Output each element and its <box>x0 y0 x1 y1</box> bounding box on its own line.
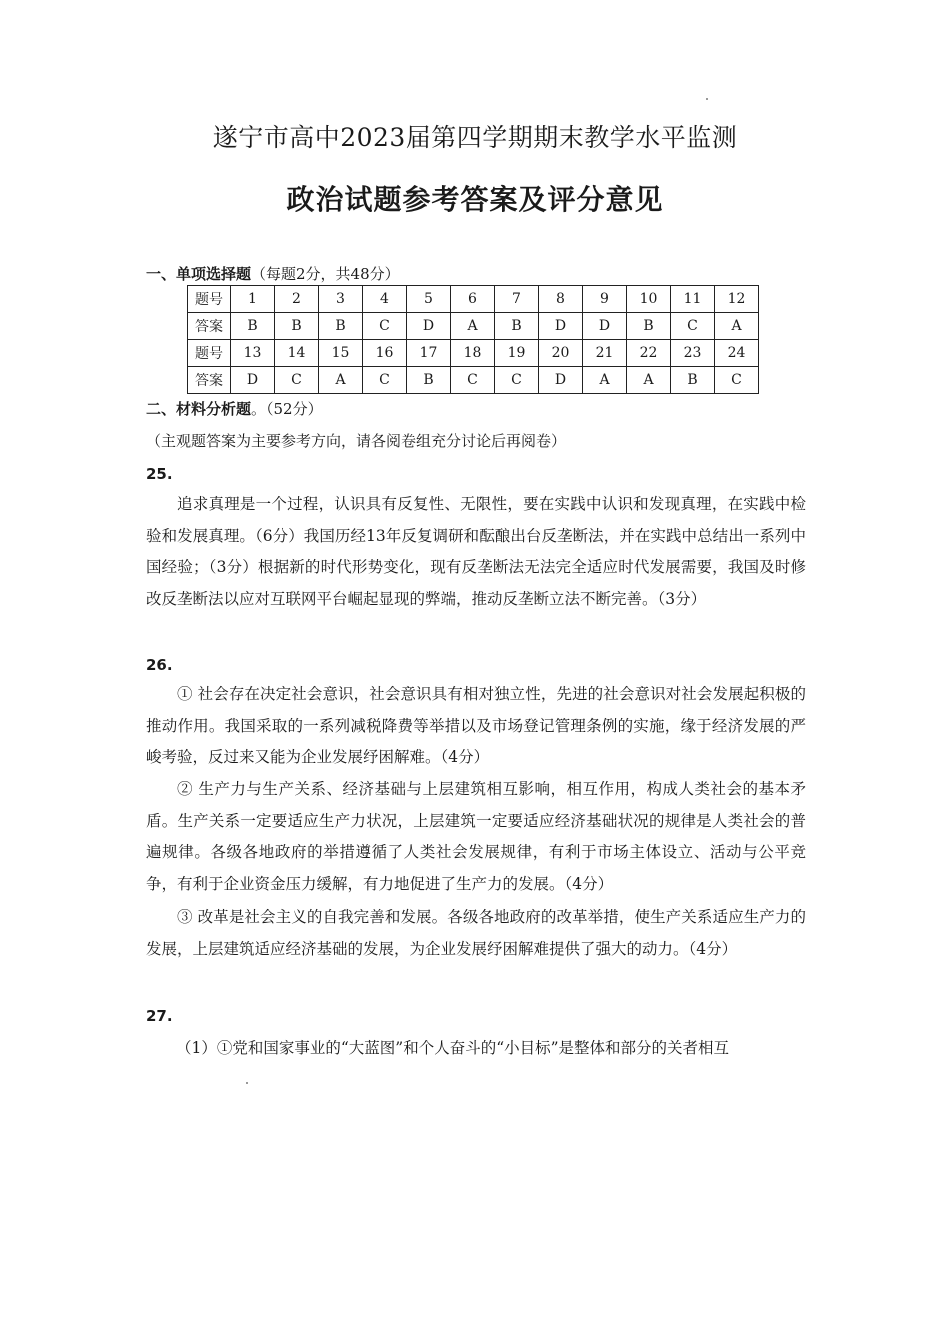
scan-speck <box>246 1082 248 1084</box>
table-cell: 1 <box>231 286 275 313</box>
table-cell: C <box>715 367 759 394</box>
question-25-number: 25. <box>146 465 173 483</box>
table-cell: B <box>627 313 671 340</box>
table-cell: 22 <box>627 340 671 367</box>
table-cell: C <box>275 367 319 394</box>
table-cell: 16 <box>363 340 407 367</box>
table-cell: D <box>231 367 275 394</box>
table-cell: C <box>363 313 407 340</box>
grading-instruction: （主观题答案为主要参考方向，请各阅卷组充分讨论后再阅卷） <box>146 432 567 450</box>
table-cell: B <box>319 313 363 340</box>
question-27-part-1: （1）①党和国家事业的“大蓝图”和个人奋斗的“小目标”是整体和部分的关者相互 <box>176 1039 730 1057</box>
question-27-number: 27. <box>146 1007 173 1025</box>
table-cell: B <box>275 313 319 340</box>
table-cell: 19 <box>495 340 539 367</box>
question-26-point-1: ① 社会存在决定社会意识，社会意识具有相对独立性，先进的社会意识对社会发展起积极的推动作用。我国采取的一系列减税降费等举措以及市场登记管理条例的实施，缘于经济发展的严峻考验，反过来又能为企业发展纾困解难。（4分） <box>146 685 806 766</box>
table-cell: B <box>407 367 451 394</box>
section-2-heading <box>146 398 323 419</box>
table-cell: 8 <box>539 286 583 313</box>
question-26-point-3 <box>146 902 806 965</box>
row-label: 答案 <box>188 313 231 340</box>
table-cell: A <box>715 313 759 340</box>
table-cell: B <box>231 313 275 340</box>
table-cell: 2 <box>275 286 319 313</box>
table-cell: A <box>319 367 363 394</box>
table-cell: D <box>539 367 583 394</box>
table-cell: D <box>539 313 583 340</box>
section-1-heading <box>146 263 400 284</box>
table-cell: C <box>451 367 495 394</box>
question-25-answer: 追求真理是一个过程，认识具有反复性、无限性，要在实践中认识和发现真理，在实践中检验和发展真理。（6分）我国历经13年反复调研和酝酿出台反垄断法，并在实践中总结出一系列中国经验；（3分）根据新的时代形势变化，现有反垄断法无法完全适应时代发展需要，我国及时修改反垄断法以应对互联网平台崛起显现的弊端，推动反垄断立法不断完善。（3分） <box>146 495 806 608</box>
table-cell: 15 <box>319 340 363 367</box>
page-subtitle: 政治试题参考答案及评分意见 <box>286 183 664 216</box>
question-26-point-3-text: ③ 改革是社会主义的自我完善和发展。各级各地政府的改革举措，使生产关系适应生产力的发展，上层建筑适应经济基础的发展，为企业发展纾困解难提供了强大的动力。 <box>146 908 806 958</box>
answer-table <box>187 285 759 394</box>
section-2-note: 。（52分） <box>251 400 323 418</box>
row-label: 题号 <box>188 340 231 367</box>
question-26-point-3-score: （4分） <box>688 939 738 958</box>
table-cell: 21 <box>583 340 627 367</box>
table-cell: 20 <box>539 340 583 367</box>
table-cell: 13 <box>231 340 275 367</box>
table-cell: 5 <box>407 286 451 313</box>
table-cell: 17 <box>407 340 451 367</box>
table-cell: C <box>363 367 407 394</box>
scan-speck <box>706 98 708 100</box>
table-cell: A <box>451 313 495 340</box>
table-cell: 24 <box>715 340 759 367</box>
table-cell: D <box>583 313 627 340</box>
row-label: 题号 <box>188 286 231 313</box>
table-cell: B <box>495 313 539 340</box>
table-cell: B <box>671 367 715 394</box>
table-cell: 14 <box>275 340 319 367</box>
table-cell: 10 <box>627 286 671 313</box>
table-cell: 23 <box>671 340 715 367</box>
table-cell: 4 <box>363 286 407 313</box>
question-26-number: 26. <box>146 656 173 674</box>
section-1-note: （每题2分，共48分） <box>251 265 400 283</box>
section-2-title: 二、材料分析题 <box>146 400 252 418</box>
table-cell: 3 <box>319 286 363 313</box>
table-row-numbers-2 <box>188 340 759 367</box>
table-cell: A <box>583 367 627 394</box>
table-row-numbers-1 <box>188 286 759 313</box>
table-row-answers-1 <box>188 313 759 340</box>
table-cell: 11 <box>671 286 715 313</box>
table-cell: 18 <box>451 340 495 367</box>
table-cell: 12 <box>715 286 759 313</box>
table-cell: C <box>671 313 715 340</box>
table-cell: 9 <box>583 286 627 313</box>
table-cell: A <box>627 367 671 394</box>
page-title: 遂宁市高中2023届第四学期期末教学水平监测 <box>212 123 738 152</box>
table-cell: C <box>495 367 539 394</box>
row-label: 答案 <box>188 367 231 394</box>
section-1-title: 一、单项选择题 <box>146 265 252 283</box>
table-cell: D <box>407 313 451 340</box>
question-26-point-2: ② 生产力与生产关系、经济基础与上层建筑相互影响，相互作用，构成人类社会的基本矛盾。生产关系一定要适应生产力状况，上层建筑一定要适应经济基础状况的规律是人类社会的普遍规律。各级各地政府的举措遵循了人类社会发展规律，有利于市场主体设立、活动与公平竞争，有利于企业资金压力缓解，有力地促进了生产力的发展。（4分） <box>146 780 806 893</box>
table-cell: 7 <box>495 286 539 313</box>
table-cell: 6 <box>451 286 495 313</box>
table-row-answers-2 <box>188 367 759 394</box>
